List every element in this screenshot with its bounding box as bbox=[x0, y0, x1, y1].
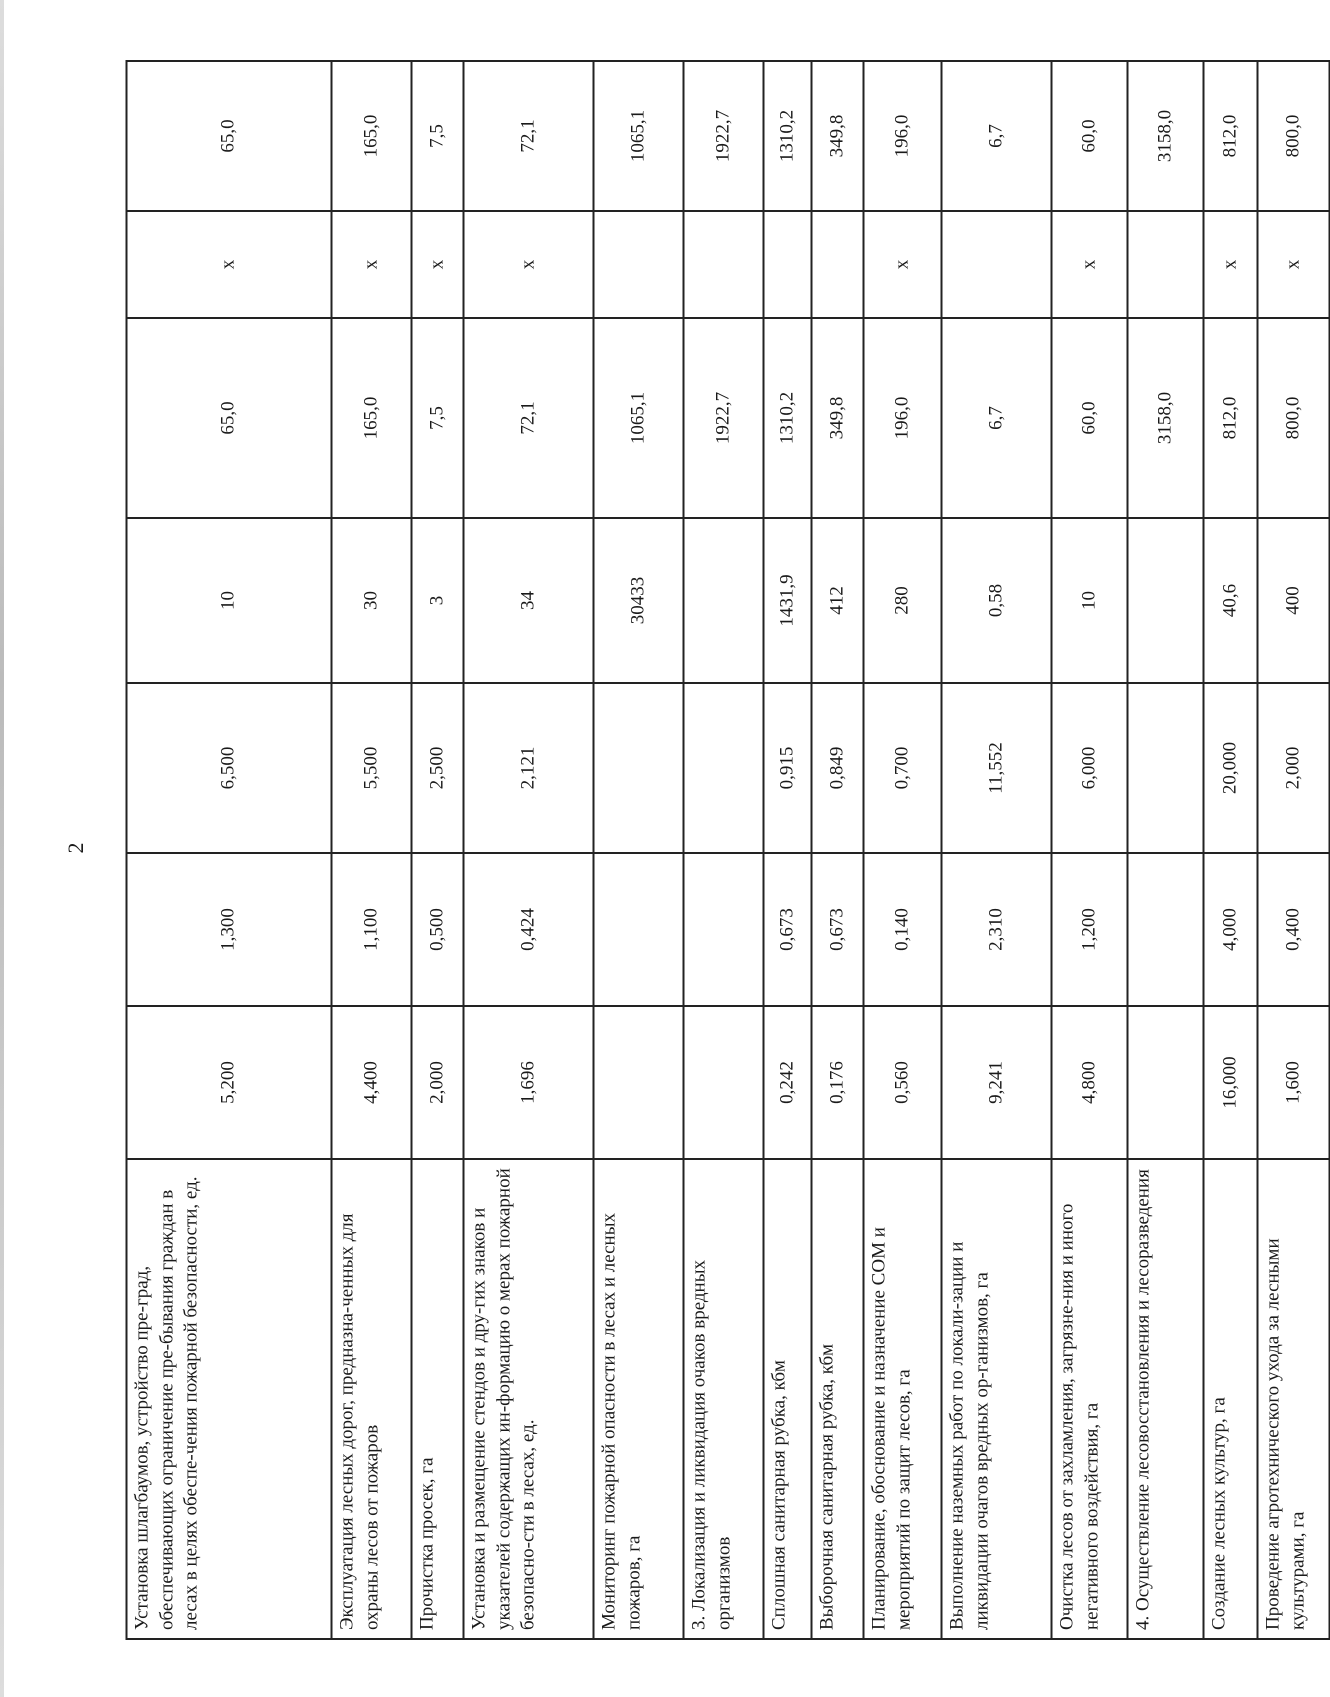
value-cell-v1: 4,800 bbox=[1051, 1006, 1127, 1159]
table-area bbox=[125, 62, 1308, 1640]
row-name-cell: Проведение агротехнического ухода за лесными культурами, га bbox=[1257, 1159, 1329, 1639]
value-cell-v1: 0,242 bbox=[763, 1006, 811, 1159]
row-name-cell: Прочистка просек, га bbox=[411, 1159, 463, 1639]
value-cell-v2: 0,673 bbox=[763, 853, 811, 1006]
value-cell-v5: 3158,0 bbox=[1127, 318, 1203, 518]
table-row bbox=[1257, 61, 1329, 1639]
value-cell-v6: х bbox=[411, 211, 463, 318]
value-cell-v4: 10 bbox=[1051, 518, 1127, 683]
table-row bbox=[126, 61, 331, 1639]
value-cell-v7: 7,5 bbox=[411, 61, 463, 211]
value-cell-v2: 2,310 bbox=[941, 853, 1051, 1006]
value-cell-v4: 10 bbox=[126, 518, 331, 683]
value-cell-v3: 0,849 bbox=[811, 683, 863, 853]
value-cell-v6 bbox=[811, 211, 863, 318]
value-cell-v3: 5,500 bbox=[331, 683, 411, 853]
table-row bbox=[331, 61, 411, 1639]
value-cell-v2 bbox=[593, 853, 683, 1006]
row-name-cell: Планирование, обоснование и назначение СОМ и мероприятий по защит лесов, га bbox=[863, 1159, 941, 1639]
value-cell-v6: х bbox=[1203, 211, 1257, 318]
table-row bbox=[863, 61, 941, 1639]
value-cell-v7: 1065,1 bbox=[593, 61, 683, 211]
value-cell-v2: 0,673 bbox=[811, 853, 863, 1006]
value-cell-v2: 4,000 bbox=[1203, 853, 1257, 1006]
table-row bbox=[593, 61, 683, 1639]
value-cell-v5: 196,0 bbox=[863, 318, 941, 518]
value-cell-v2: 0,500 bbox=[411, 853, 463, 1006]
table-row bbox=[941, 61, 1051, 1639]
value-cell-v6 bbox=[1127, 211, 1203, 318]
value-cell-v5: 1065,1 bbox=[593, 318, 683, 518]
value-cell-v4: 40,6 bbox=[1203, 518, 1257, 683]
value-cell-v7: 165,0 bbox=[331, 61, 411, 211]
value-cell-v5: 7,5 bbox=[411, 318, 463, 518]
value-cell-v7: 72,1 bbox=[463, 61, 593, 211]
value-cell-v5: 1922,7 bbox=[683, 318, 763, 518]
value-cell-v1 bbox=[593, 1006, 683, 1159]
value-cell-v4 bbox=[683, 518, 763, 683]
value-cell-v7: 65,0 bbox=[126, 61, 331, 211]
table-row bbox=[683, 61, 763, 1639]
value-cell-v1: 4,400 bbox=[331, 1006, 411, 1159]
value-cell-v6: х bbox=[863, 211, 941, 318]
value-cell-v2: 0,400 bbox=[1257, 853, 1329, 1006]
value-cell-v6 bbox=[683, 211, 763, 318]
value-cell-v5: 800,0 bbox=[1257, 318, 1329, 518]
value-cell-v5: 6,7 bbox=[941, 318, 1051, 518]
value-cell-v1: 2,000 bbox=[411, 1006, 463, 1159]
value-cell-v7: 349,8 bbox=[811, 61, 863, 211]
value-cell-v2: 1,200 bbox=[1051, 853, 1127, 1006]
row-name-cell: Создание лесных культур, га bbox=[1203, 1159, 1257, 1639]
value-cell-v4: 34 bbox=[463, 518, 593, 683]
value-cell-v3: 6,000 bbox=[1051, 683, 1127, 853]
table-row bbox=[411, 61, 463, 1639]
table-row bbox=[1051, 61, 1127, 1639]
row-name-cell: Выборочная санитарная рубка, кбм bbox=[811, 1159, 863, 1639]
table-row bbox=[763, 61, 811, 1639]
value-cell-v4: 30433 bbox=[593, 518, 683, 683]
value-cell-v2: 1,300 bbox=[126, 853, 331, 1006]
value-cell-v1 bbox=[683, 1006, 763, 1159]
data-table bbox=[125, 60, 1330, 1640]
value-cell-v3 bbox=[1127, 683, 1203, 853]
value-cell-v6 bbox=[763, 211, 811, 318]
value-cell-v5: 165,0 bbox=[331, 318, 411, 518]
value-cell-v6: х bbox=[1051, 211, 1127, 318]
value-cell-v1: 16,000 bbox=[1203, 1006, 1257, 1159]
value-cell-v4: 30 bbox=[331, 518, 411, 683]
value-cell-v4: 1431,9 bbox=[763, 518, 811, 683]
value-cell-v6: х bbox=[126, 211, 331, 318]
value-cell-v6: х bbox=[331, 211, 411, 318]
value-cell-v5: 1310,2 bbox=[763, 318, 811, 518]
row-name-cell: 4. Осуществление лесовосстановления и лесоразведения bbox=[1127, 1159, 1203, 1639]
value-cell-v5: 349,8 bbox=[811, 318, 863, 518]
value-cell-v2 bbox=[1127, 853, 1203, 1006]
value-cell-v6: х bbox=[463, 211, 593, 318]
value-cell-v1: 0,176 bbox=[811, 1006, 863, 1159]
value-cell-v1: 0,560 bbox=[863, 1006, 941, 1159]
value-cell-v4: 3 bbox=[411, 518, 463, 683]
value-cell-v5: 60,0 bbox=[1051, 318, 1127, 518]
row-name-cell: Мониторинг пожарной опасности в лесах и лесных пожаров, га bbox=[593, 1159, 683, 1639]
value-cell-v4: 280 bbox=[863, 518, 941, 683]
value-cell-v1: 1,600 bbox=[1257, 1006, 1329, 1159]
value-cell-v6 bbox=[941, 211, 1051, 318]
value-cell-v3 bbox=[683, 683, 763, 853]
row-name-cell: Установка шлагбаумов, устройство пре-град, обеспечивающих ограничение пре-бывания граждан в лесах в целях обеспе-чения пожарной безопасности, ед. bbox=[126, 1159, 331, 1639]
value-cell-v3: 6,500 bbox=[126, 683, 331, 853]
table-wrapper bbox=[125, 62, 1308, 1640]
value-cell-v1 bbox=[1127, 1006, 1203, 1159]
table-row bbox=[1203, 61, 1257, 1639]
value-cell-v7: 800,0 bbox=[1257, 61, 1329, 211]
value-cell-v3 bbox=[593, 683, 683, 853]
value-cell-v1: 1,696 bbox=[463, 1006, 593, 1159]
value-cell-v3: 2,500 bbox=[411, 683, 463, 853]
value-cell-v4 bbox=[1127, 518, 1203, 683]
value-cell-v4: 400 bbox=[1257, 518, 1329, 683]
value-cell-v6 bbox=[593, 211, 683, 318]
table-row bbox=[1127, 61, 1203, 1639]
row-name-cell: 3. Локализация и ликвидация очаков вредных организмов bbox=[683, 1159, 763, 1639]
row-name-cell: Очистка лесов от захламления, загрязне-ния и иного негативного воздействия, га bbox=[1051, 1159, 1127, 1639]
row-name-cell: Выполнение наземных работ по локали-зации и ликвидации очагов вредных ор-ганизмов, га bbox=[941, 1159, 1051, 1639]
value-cell-v3: 11,552 bbox=[941, 683, 1051, 853]
value-cell-v4: 412 bbox=[811, 518, 863, 683]
value-cell-v3: 2,121 bbox=[463, 683, 593, 853]
scan-edge bbox=[0, 0, 4, 1697]
value-cell-v7: 3158,0 bbox=[1127, 61, 1203, 211]
value-cell-v7: 812,0 bbox=[1203, 61, 1257, 211]
value-cell-v6: х bbox=[1257, 211, 1329, 318]
value-cell-v7: 1922,7 bbox=[683, 61, 763, 211]
value-cell-v3: 2,000 bbox=[1257, 683, 1329, 853]
row-name-cell: Эксплуатация лесных дорог, предназна-ченных для охраны лесов от пожаров bbox=[331, 1159, 411, 1639]
value-cell-v7: 196,0 bbox=[863, 61, 941, 211]
value-cell-v2: 0,424 bbox=[463, 853, 593, 1006]
value-cell-v3: 0,915 bbox=[763, 683, 811, 853]
value-cell-v7: 60,0 bbox=[1051, 61, 1127, 211]
value-cell-v5: 65,0 bbox=[126, 318, 331, 518]
row-name-cell: Сплошная санитарная рубка, кбм bbox=[763, 1159, 811, 1639]
table-row bbox=[811, 61, 863, 1639]
value-cell-v4: 0,58 bbox=[941, 518, 1051, 683]
value-cell-v1: 9,241 bbox=[941, 1006, 1051, 1159]
value-cell-v7: 6,7 bbox=[941, 61, 1051, 211]
page-number: 2 bbox=[63, 842, 88, 854]
table-row bbox=[463, 61, 593, 1639]
value-cell-v2 bbox=[683, 853, 763, 1006]
value-cell-v1: 5,200 bbox=[126, 1006, 331, 1159]
table-body bbox=[126, 61, 1329, 1639]
value-cell-v2: 0,140 bbox=[863, 853, 941, 1006]
value-cell-v5: 72,1 bbox=[463, 318, 593, 518]
value-cell-v2: 1,100 bbox=[331, 853, 411, 1006]
row-name-cell: Установка и размещение стендов и дру-гих знаков и указателей содержащих ин-формацию о мерах пожарной безопасно-сти в лесах, ед. bbox=[463, 1159, 593, 1639]
value-cell-v3: 0,700 bbox=[863, 683, 941, 853]
value-cell-v7: 1310,2 bbox=[763, 61, 811, 211]
value-cell-v5: 812,0 bbox=[1203, 318, 1257, 518]
value-cell-v3: 20,000 bbox=[1203, 683, 1257, 853]
